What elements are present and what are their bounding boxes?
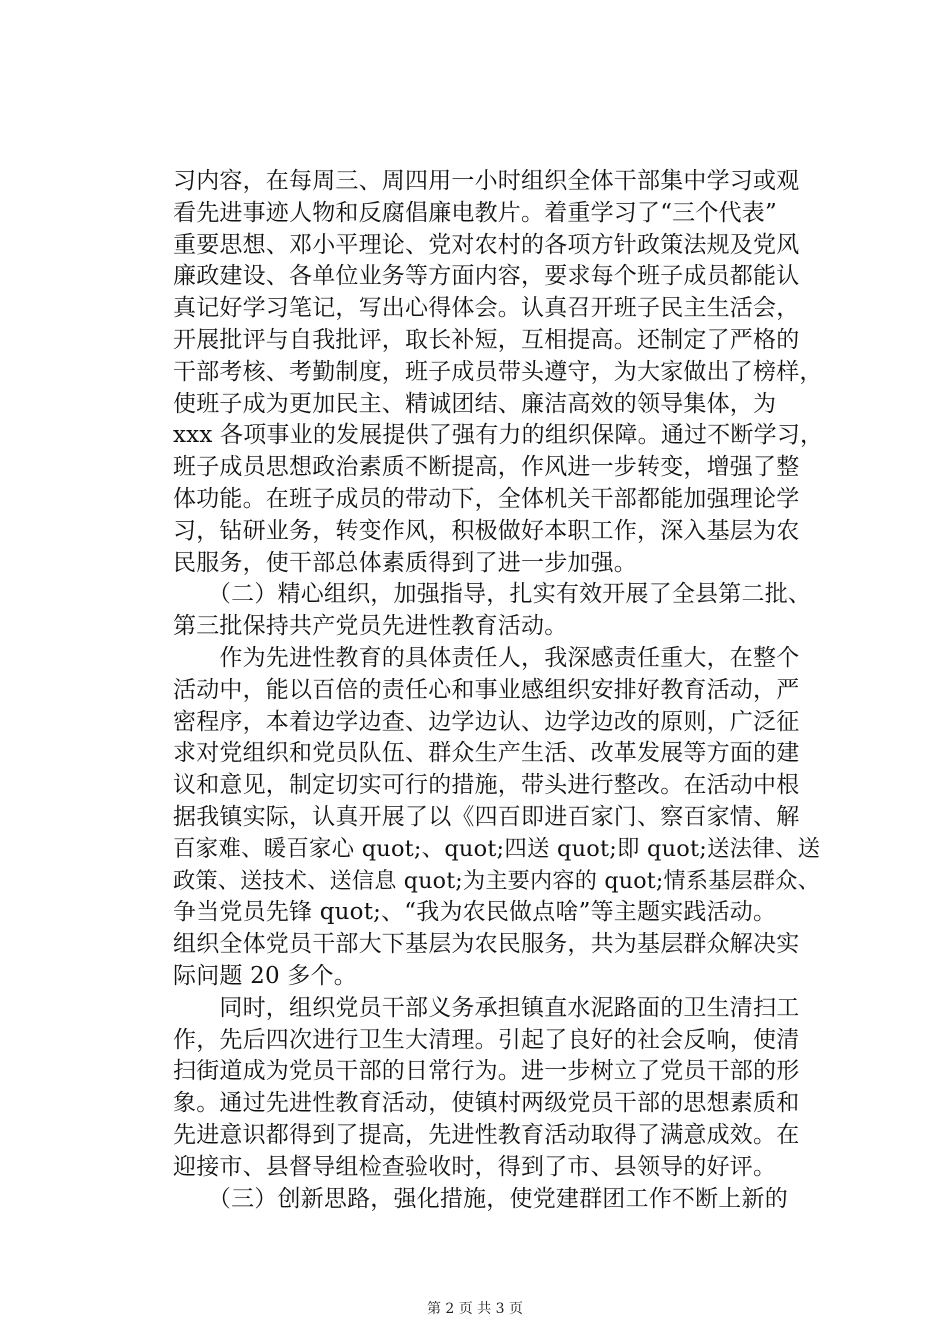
text-line: 习，钻研业务，转变作风，积极做好本职工作，深入基层为农	[173, 517, 800, 544]
text-line: xxx 各项事业的发展提供了强有力的组织保障。通过不断学习，	[173, 422, 824, 449]
text-line: 看先进事迹人物和反腐倡廉电教片。着重学习了“三个代表”	[173, 199, 777, 226]
text-line: 体功能。在班子成员的带动下，全体机关干部都能加强理论学	[173, 485, 800, 512]
text-line: 据我镇实际，认真开展了以《四百即进百家门、察百家情、解	[173, 803, 800, 830]
body-text	[173, 166, 833, 1215]
text-line: （二）精心组织，加强指导，扎实有效开展了全县第二批、	[173, 581, 812, 608]
text-line: 际问题 20 多个。	[173, 962, 357, 989]
text-line: 廉政建设、各单位业务等方面内容，要求每个班子成员都能认	[173, 263, 800, 290]
text-line: 第三批保持共产党员先进性教育活动。	[173, 613, 568, 640]
text-line: （三）创新思路，强化措施，使党建群团工作不断上新的	[173, 1185, 788, 1212]
text-line: 扫街道成为党员干部的日常行为。进一步树立了党员干部的形	[173, 1058, 800, 1085]
text-line: 政策、送技术、送信息 quot;为主要内容的 quot;情系基层群众、	[173, 867, 820, 894]
text-line: 迎接市、县督导组检查验收时，得到了市、县领导的好评。	[173, 1153, 777, 1180]
text-line: 使班子成为更加民主、精诚团结、廉洁高效的领导集体，为	[173, 390, 777, 417]
text-line: 真记好学习笔记，写出心得体会。认真召开班子民主生活会，	[173, 295, 800, 322]
text-line: 组织全体党员干部大下基层为农民服务，共为基层群众解决实	[173, 931, 800, 958]
text-line: 密程序，本着边学边查、边学边认、边学边改的原则，广泛征	[173, 708, 800, 735]
text-line: 作，先后四次进行卫生大清理。引起了良好的社会反响，使清	[173, 1026, 800, 1053]
text-line: 议和意见，制定切实可行的措施，带头进行整改。在活动中根	[173, 772, 800, 799]
text-line: 求对党组织和党员队伍、群众生产生活、改革发展等方面的建	[173, 740, 800, 767]
text-line: 开展批评与自我批评，取长补短，互相提高。还制定了严格的	[173, 326, 800, 353]
text-line: 重要思想、邓小平理论、党对农村的各项方针政策法规及党风	[173, 231, 800, 258]
text-line: 作为先进性教育的具体责任人，我深感责任重大，在整个	[173, 644, 800, 671]
text-line: 班子成员思想政治素质不断提高，作风进一步转变，增强了整	[173, 454, 800, 481]
page-footer: 第 2 页 共 3 页	[426, 1301, 524, 1317]
text-line: 同时，组织党员干部义务承担镇直水泥路面的卫生清扫工	[173, 994, 800, 1021]
text-line: 先进意识都得到了提高，先进性教育活动取得了满意成效。在	[173, 1121, 800, 1148]
text-line: 习内容，在每周三、周四用一小时组织全体干部集中学习或观	[173, 168, 800, 194]
text-line: 民服务，使干部总体素质得到了进一步加强。	[173, 549, 637, 576]
text-line: 象。通过先进性教育活动，使镇村两级党员干部的思想素质和	[173, 1090, 800, 1117]
text-line: 百家难、暖百家心 quot;、quot;四送 quot;即 quot;送法律、送	[173, 835, 821, 862]
text-line: 活动中，能以百倍的责任心和事业感组织安排好教育活动，严	[173, 676, 800, 703]
text-line: 干部考核、考勤制度，班子成员带头遵守，为大家做出了榜样，	[173, 358, 823, 385]
text-line: 争当党员先锋 quot;、“我为农民做点啥”等主题实践活动。	[173, 899, 777, 926]
